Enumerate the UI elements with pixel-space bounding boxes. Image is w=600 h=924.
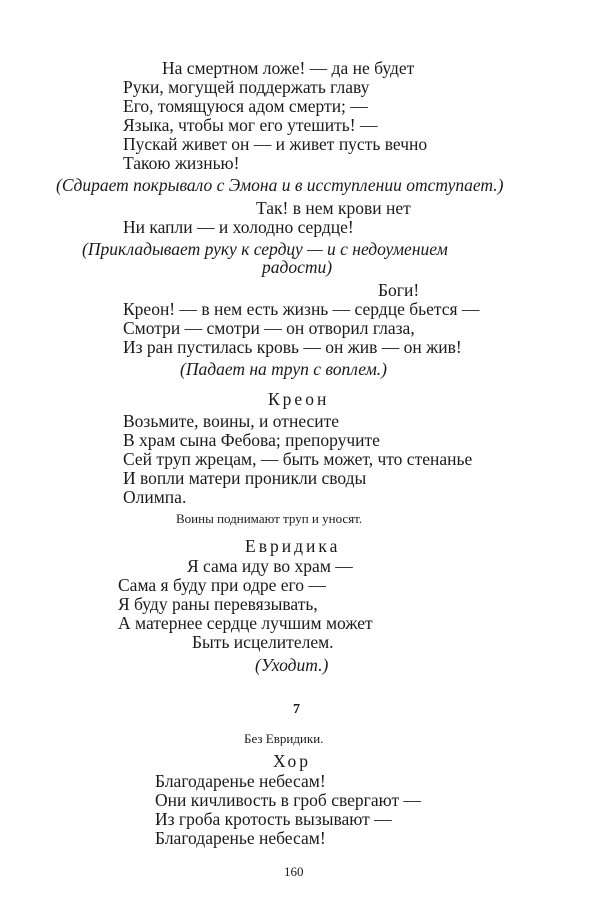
stage-note: Воины поднимают труп и уносят. [176, 511, 363, 526]
verse-line: Я буду раны перевязывать, [118, 594, 318, 614]
verse-line: На смертном ложе! — да не будет [162, 58, 415, 78]
verse-line: А матернее сердце лучшим может [118, 613, 373, 633]
scene-number: 7 [293, 702, 300, 717]
stage-direction: (Падает на труп с воплем.) [180, 359, 388, 379]
verse-line: Я сама иду во храм — [187, 556, 353, 576]
verse-line: И вопли матери проникли своды [123, 468, 367, 488]
verse-line: Такою жизнью! [123, 153, 240, 173]
verse-line: Благодаренье небесам! [155, 771, 326, 791]
speaker-name: Хор [273, 751, 312, 771]
verse-line: Олимпа. [123, 487, 187, 507]
verse-line: Языка, чтобы мог его утешить! — [123, 115, 378, 135]
stage-direction: (Уходит.) [255, 655, 329, 675]
stage-direction: (Прикладывает руку к сердцу — и с недоумением [82, 239, 448, 259]
stage-note: Без Евридики. [244, 731, 324, 746]
verse-line: Пускай живет он — и живет пусть вечно [123, 134, 428, 154]
verse-line: Смотри — смотри — он отворил глаза, [123, 318, 415, 338]
page-number: 160 [284, 864, 304, 879]
speaker-name: Евридика [245, 536, 341, 556]
verse-line: Ни капли — и холодно сердце! [123, 217, 354, 237]
verse-line: Руки, могущей поддержать главу [123, 77, 370, 97]
verse-line: Из гроба кротость вызывают — [155, 809, 392, 829]
stage-direction: радости) [262, 257, 333, 277]
verse-line: Из ран пустилась кровь — он жив — он жив! [123, 337, 462, 357]
verse-line: Возьмите, воины, и отнесите [123, 411, 340, 431]
verse-line: Боги! [378, 280, 420, 300]
verse-line: Сей труп жрецам, — быть может, что стенанье [123, 449, 473, 469]
verse-line: Сама я буду при одре его — [118, 575, 326, 595]
stage-direction: (Сдирает покрывало с Эмона и в исступлении отступает.) [56, 175, 504, 195]
verse-line: Они кичливость в гроб свергают — [155, 790, 421, 810]
verse-line: Креон! — в нем есть жизнь — сердце бьется — [123, 299, 480, 319]
verse-line: Благодаренье небесам! [155, 828, 326, 848]
verse-line: В храм сына Фебова; препоручите [123, 430, 380, 450]
verse-line: Его, томящуюся адом смерти; — [123, 96, 368, 116]
verse-line: Быть исцелителем. [192, 632, 334, 652]
speaker-name: Креон [268, 389, 330, 409]
verse-line: Так! в нем крови нет [256, 198, 411, 218]
